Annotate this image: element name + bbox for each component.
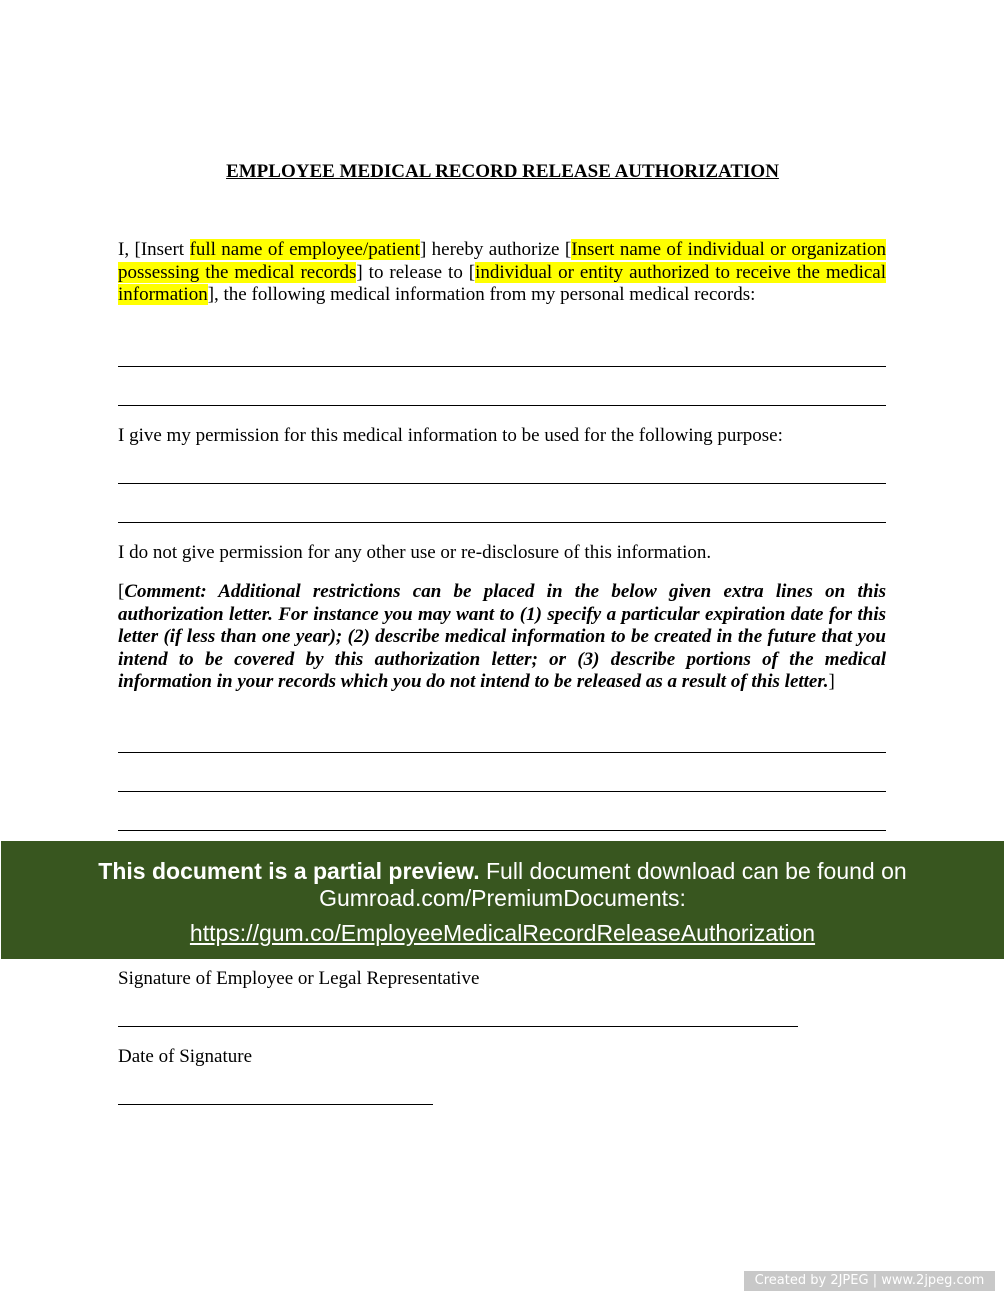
date-label: Date of Signature [118,1046,253,1067]
document-title: EMPLOYEE MEDICAL RECORD RELEASE AUTHORIZATION [226,161,779,182]
watermark: Created by 2JPEG | www.2jpeg.com [744,1271,995,1291]
placeholder-employee-name: full name of employee/patient [189,239,420,260]
placeholder-recipient: individual or entity authorized to receive the medical information [118,261,886,306]
blank-line[interactable] [118,830,886,831]
banner-message [1,858,1004,912]
blank-line[interactable] [118,522,886,523]
blank-line[interactable] [118,791,886,792]
purpose-text: I give my permission for this medical information to be used for the following purpose: [118,425,783,446]
download-link[interactable]: https://gum.co/EmployeeMedicalRecordReleaseAuthorization [189,920,816,946]
banner-rest: Full document download can be found on Gumroad.com/PremiumDocuments: [319,858,907,911]
comment-paragraph [118,581,886,694]
intro-text: ] to release to [ [356,261,476,283]
signature-label: Signature of Employee or Legal Representative [118,968,480,989]
no-other-use-text: I do not give permission for any other use or re-disclosure of this information. [118,542,712,563]
intro-paragraph [118,239,886,307]
blank-line[interactable] [118,366,886,367]
banner-bold: This document is a partial preview. [98,858,480,884]
blank-line[interactable] [118,483,886,484]
bracket: ] [828,671,835,693]
comment-text: Comment: Additional restrictions can be placed in the below given extra lines on this authorization letter. For instance you may want to (1) specify a particular expiration date for this letter (if less than one year); (2) describe medical information to be created in the future that you intend to be covered by this authorization letter; or (3) describe portions of the medical information in your records which you do not intend to be released as a result of this letter. [118,581,886,693]
signature-line[interactable] [118,1026,798,1027]
intro-text: I, [Insert [118,239,190,260]
intro-text: ], the following medical information from my personal medical records: [207,284,756,306]
blank-line[interactable] [118,752,886,753]
blank-line[interactable] [118,405,886,406]
date-line[interactable] [118,1104,433,1105]
preview-banner [1,841,1004,959]
placeholder-record-holder: Insert name of individual or organization possessing the medical records [118,239,886,283]
bracket: [ [118,581,125,602]
intro-text: ] hereby authorize [ [419,239,572,260]
